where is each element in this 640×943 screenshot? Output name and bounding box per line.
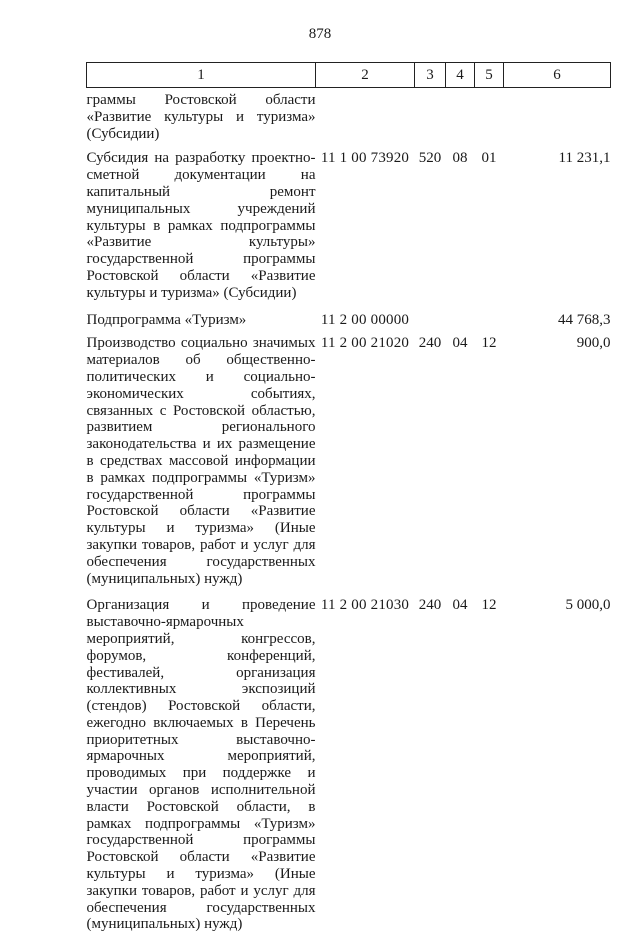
header-row bbox=[87, 63, 611, 88]
row-target-code: 11 2 00 21020 bbox=[316, 335, 415, 597]
row-section bbox=[446, 88, 475, 151]
row-amount: 900,0 bbox=[504, 335, 611, 597]
table-row bbox=[87, 335, 611, 597]
row-expense-type bbox=[415, 312, 446, 336]
row-subsection: 12 bbox=[475, 597, 504, 943]
column-header-5: 5 bbox=[475, 63, 504, 88]
row-section: 04 bbox=[446, 597, 475, 943]
budget-table bbox=[86, 62, 611, 943]
row-subsection bbox=[475, 312, 504, 336]
row-expense-type: 240 bbox=[415, 597, 446, 943]
row-description: Производство социально значимых материалов об общественно-политических и социально-экономических событиях, связанных с Ростовской областью, развитием регионального законодательства и их размещение в средствах массовой информации в рамках подпрограммы «Туризм» государственной программы Ростовской области «Развитие культуры и туризма» (Иные закупки товаров, работ и услуг для обеспечения государственных (муниципальных) нужд) bbox=[87, 335, 316, 597]
row-description: Организация и проведение выставочно-ярмарочных мероприятий, конгрессов, форумов, конференций, фестивалей, организация коллективных экспозиций (стендов) Ростовской области, ежегодно включаемых в Перечень приоритетных выставочно-ярмарочных мероприятий, проводимых при поддержке и участии органов исполнительной власти Ростовской области, в рамках подпрограммы «Туризм» государственной программы Ростовской области «Развитие культуры и туризма» (Иные закупки товаров, работ и услуг для обеспечения государственных (муниципальных) нужд) bbox=[87, 597, 316, 943]
row-target-code: 11 1 00 73920 bbox=[316, 150, 415, 311]
row-section: 08 bbox=[446, 150, 475, 311]
row-section bbox=[446, 312, 475, 336]
row-amount: 5 000,0 bbox=[504, 597, 611, 943]
table-header bbox=[87, 63, 611, 88]
row-subsection: 12 bbox=[475, 335, 504, 597]
row-subsection bbox=[475, 88, 504, 151]
table-row bbox=[87, 312, 611, 336]
row-description: Подпрограмма «Туризм» bbox=[87, 312, 316, 336]
row-expense-type: 520 bbox=[415, 150, 446, 311]
table-body bbox=[87, 88, 611, 943]
row-expense-type bbox=[415, 88, 446, 151]
row-section: 04 bbox=[446, 335, 475, 597]
table-row bbox=[87, 150, 611, 311]
table-row bbox=[87, 88, 611, 151]
row-amount: 44 768,3 bbox=[504, 312, 611, 336]
row-target-code: 11 2 00 21030 bbox=[316, 597, 415, 943]
row-expense-type: 240 bbox=[415, 335, 446, 597]
table-row bbox=[87, 597, 611, 943]
column-header-3: 3 bbox=[415, 63, 446, 88]
row-amount: 11 231,1 bbox=[504, 150, 611, 311]
row-amount bbox=[504, 88, 611, 151]
row-subsection: 01 bbox=[475, 150, 504, 311]
column-header-2: 2 bbox=[316, 63, 415, 88]
column-header-4: 4 bbox=[446, 63, 475, 88]
row-description: Субсидия на разработку проектно-сметной документации на капитальный ремонт муниципальных учреждений культуры в рамках подпрограммы «Развитие культуры» государственной программы Ростовской области «Развитие культуры и туризма» (Субсидии) bbox=[87, 150, 316, 311]
row-target-code: 11 2 00 00000 bbox=[316, 312, 415, 336]
page-number: 878 bbox=[0, 26, 640, 43]
row-target-code bbox=[316, 88, 415, 151]
column-header-6: 6 bbox=[504, 63, 611, 88]
row-description: граммы Ростовской области «Развитие культуры и туризма» (Субсидии) bbox=[87, 88, 316, 151]
column-header-1: 1 bbox=[87, 63, 316, 88]
